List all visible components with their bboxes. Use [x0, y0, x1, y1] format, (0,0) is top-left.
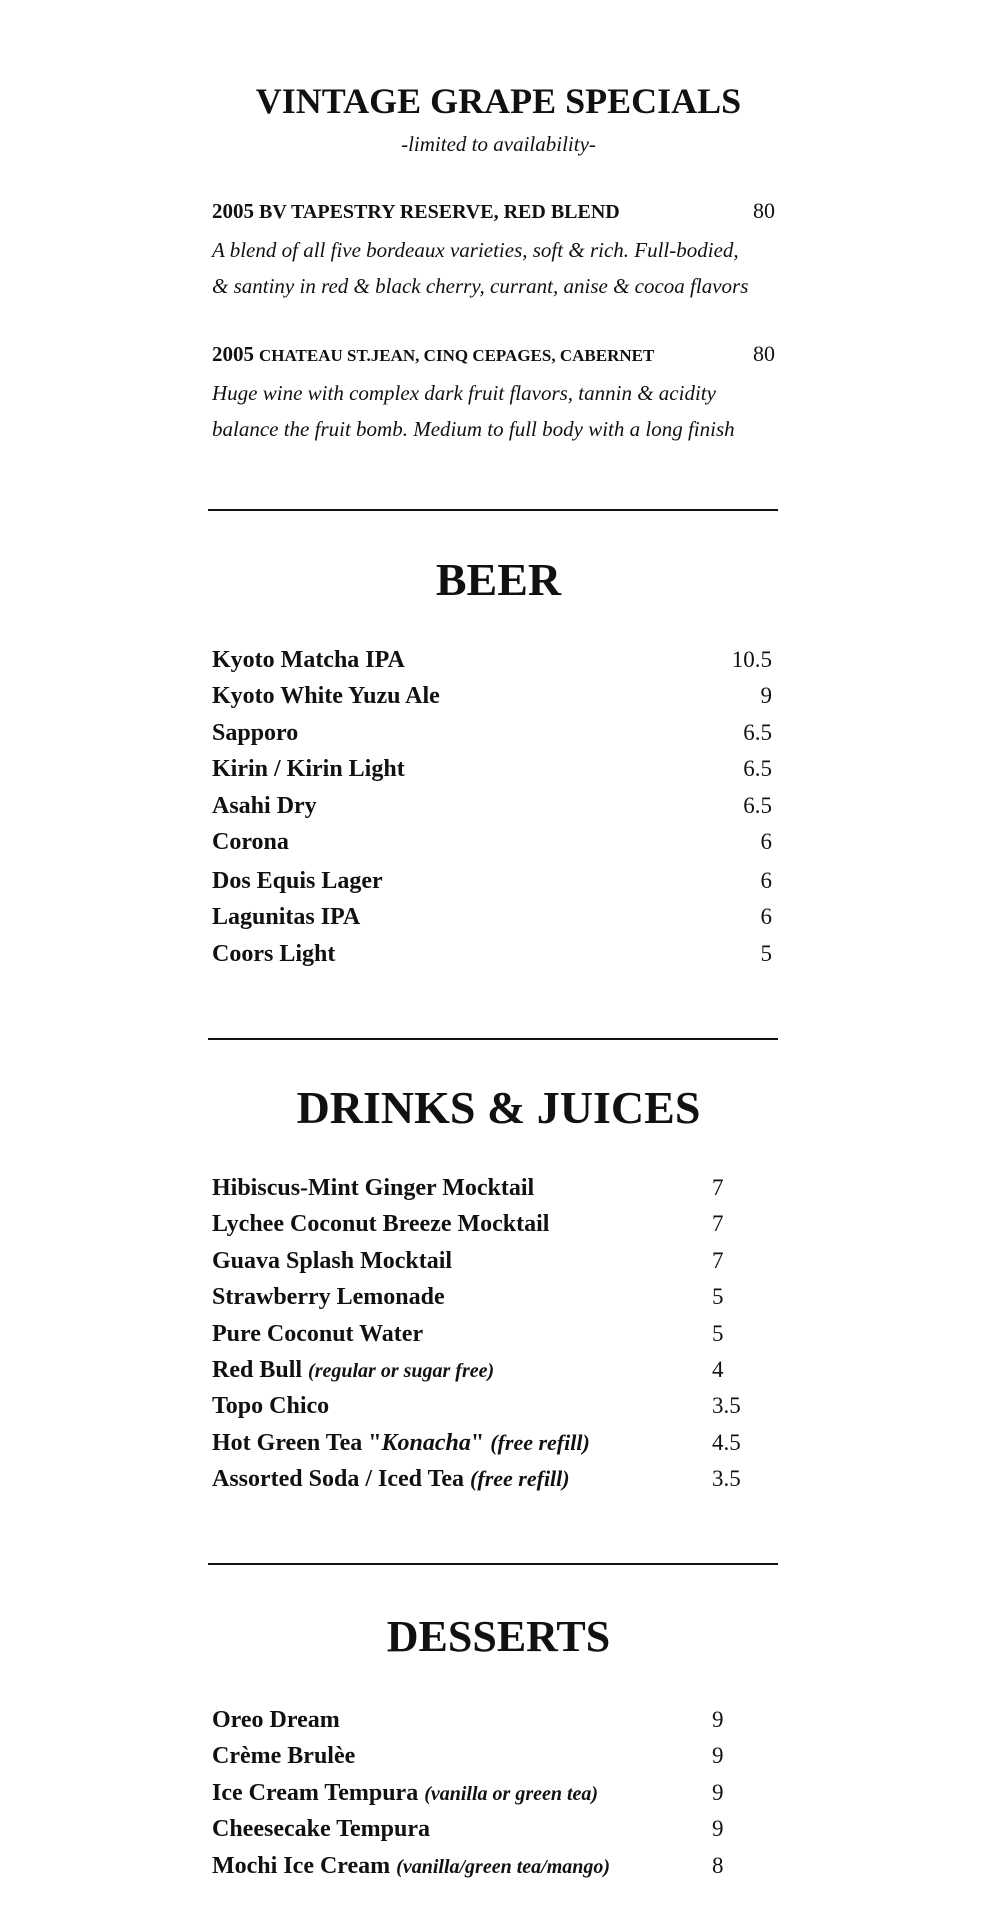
item-price: 5: [712, 1284, 724, 1310]
item-price: 6.5: [743, 792, 772, 818]
list-item: [212, 904, 772, 940]
item-name: Lagunitas IPA: [212, 904, 361, 931]
list-item: [212, 1211, 772, 1247]
wine-title: BV TAPESTRY RESERVE, RED BLEND: [259, 201, 620, 223]
drinks-title: DRINKS & JUICES: [296, 1082, 701, 1133]
item-note: (vanilla or green tea): [424, 1782, 599, 1805]
list-item: [212, 793, 772, 829]
wine-name: [212, 199, 620, 224]
wine-price: 80: [753, 198, 775, 223]
wine-year: 2005: [212, 199, 254, 223]
item-price: 8: [712, 1852, 724, 1878]
list-item: [212, 647, 772, 683]
list-item: [212, 829, 772, 865]
item-price: 5: [712, 1320, 724, 1346]
item-name: Pure Coconut Water: [212, 1320, 424, 1347]
wine-name: [212, 342, 654, 367]
list-item: [212, 1466, 772, 1502]
list-item: [212, 683, 772, 719]
list-item: [212, 1853, 772, 1889]
list-item: [212, 1248, 772, 1284]
list-item: [212, 1321, 772, 1357]
item-name: Red Bull: [212, 1356, 303, 1383]
item-name: Hibiscus-Mint Ginger Mocktail: [212, 1175, 535, 1201]
item-name: Cheesecake Tempura: [212, 1816, 430, 1843]
item-name: Ice Cream Tempura: [212, 1779, 419, 1806]
wine-price: 80: [753, 341, 775, 366]
item-name: Crème Brulèe: [212, 1743, 356, 1770]
list-item: [212, 1175, 772, 1211]
list-item: [212, 865, 772, 904]
item-name: Corona: [212, 828, 289, 855]
list-item: [212, 1780, 772, 1816]
wine-item: [212, 341, 777, 447]
list-item: [212, 1707, 772, 1743]
section-divider: [208, 1563, 778, 1565]
item-price: 9: [712, 1707, 724, 1732]
beer-title: BEER: [435, 554, 562, 605]
item-name-suffix: ": [470, 1429, 485, 1456]
list-item: [212, 1393, 772, 1429]
wine-description-line: & santiny in red & black cherry, currant, anise & cocoa flavors: [212, 274, 749, 298]
item-name: Guava Splash Mocktail: [212, 1247, 453, 1274]
item-price: 10.5: [731, 647, 772, 672]
item-note: (free refill): [490, 1429, 590, 1455]
list-item: [212, 720, 772, 756]
item-price: 3.5: [712, 1393, 741, 1419]
item-name: Sapporo: [212, 719, 299, 746]
item-price: 6: [760, 868, 772, 894]
item-name: Coors Light: [212, 940, 336, 967]
beer-list: [212, 647, 772, 977]
wine-specials-title: VINTAGE GRAPE SPECIALS: [255, 81, 742, 121]
list-item: [212, 1743, 772, 1779]
item-price: 9: [760, 683, 772, 709]
item-name: Topo Chico: [212, 1393, 330, 1420]
list-item: [212, 941, 772, 977]
item-price: 4.5: [712, 1429, 741, 1455]
item-price: 4: [712, 1356, 724, 1382]
item-price: 9: [712, 1779, 724, 1805]
list-item: [212, 1284, 772, 1320]
item-price: 5: [760, 940, 772, 966]
wine-year: 2005: [212, 342, 254, 366]
item-name: Dos Equis Lager: [212, 868, 383, 895]
item-price: 7: [712, 1247, 724, 1273]
item-name: Kyoto Matcha IPA: [212, 647, 405, 673]
item-name: Assorted Soda / Iced Tea: [212, 1466, 465, 1493]
item-name-italic: Konacha: [381, 1429, 471, 1456]
item-note: (regular or sugar free): [308, 1359, 495, 1382]
item-price: 7: [712, 1175, 724, 1200]
wine-item: [212, 198, 777, 304]
wine-specials-subtitle: -limited to availability-: [401, 132, 596, 156]
list-item: [212, 1430, 772, 1466]
item-price: 3.5: [712, 1466, 741, 1492]
list-item: [212, 1357, 772, 1393]
wine-description-line: Huge wine with complex dark fruit flavors, tannin & acidity: [212, 381, 716, 405]
wine-description-line: A blend of all five bordeaux varieties, soft & rich. Full-bodied,: [212, 238, 739, 262]
item-price: 6.5: [743, 719, 772, 745]
item-name: Lychee Coconut Breeze Mocktail: [212, 1211, 550, 1238]
item-name: Oreo Dream: [212, 1707, 340, 1733]
wine-description: [212, 375, 777, 447]
drinks-list: [212, 1175, 772, 1503]
item-price: 6: [760, 904, 772, 930]
item-note: (vanilla/green tea/mango): [396, 1855, 611, 1878]
item-note: (free refill): [470, 1466, 570, 1492]
list-item: [212, 756, 772, 792]
item-name: Kirin / Kirin Light: [212, 756, 405, 783]
item-price: 9: [712, 1743, 724, 1769]
item-name: Mochi Ice Cream: [212, 1852, 391, 1879]
wine-description: [212, 232, 777, 304]
item-name: Asahi Dry: [212, 792, 317, 819]
section-divider: [208, 509, 778, 511]
item-price: 7: [712, 1211, 724, 1237]
item-price: 9: [712, 1816, 724, 1842]
item-name: Strawberry Lemonade: [212, 1284, 445, 1311]
item-price: 6: [760, 828, 772, 854]
section-divider: [208, 1038, 778, 1040]
item-name: Hot Green Tea ": [212, 1429, 382, 1456]
desserts-list: [212, 1707, 772, 1889]
list-item: [212, 1816, 772, 1852]
item-name: Kyoto White Yuzu Ale: [212, 683, 440, 710]
wine-description-line: balance the fruit bomb. Medium to full body with a long finish: [212, 417, 735, 441]
item-price: 6.5: [743, 756, 772, 782]
wine-title: CHATEAU ST.JEAN, CINQ CEPAGES, CABERNET: [259, 346, 655, 365]
desserts-title: DESSERTS: [386, 1612, 611, 1661]
